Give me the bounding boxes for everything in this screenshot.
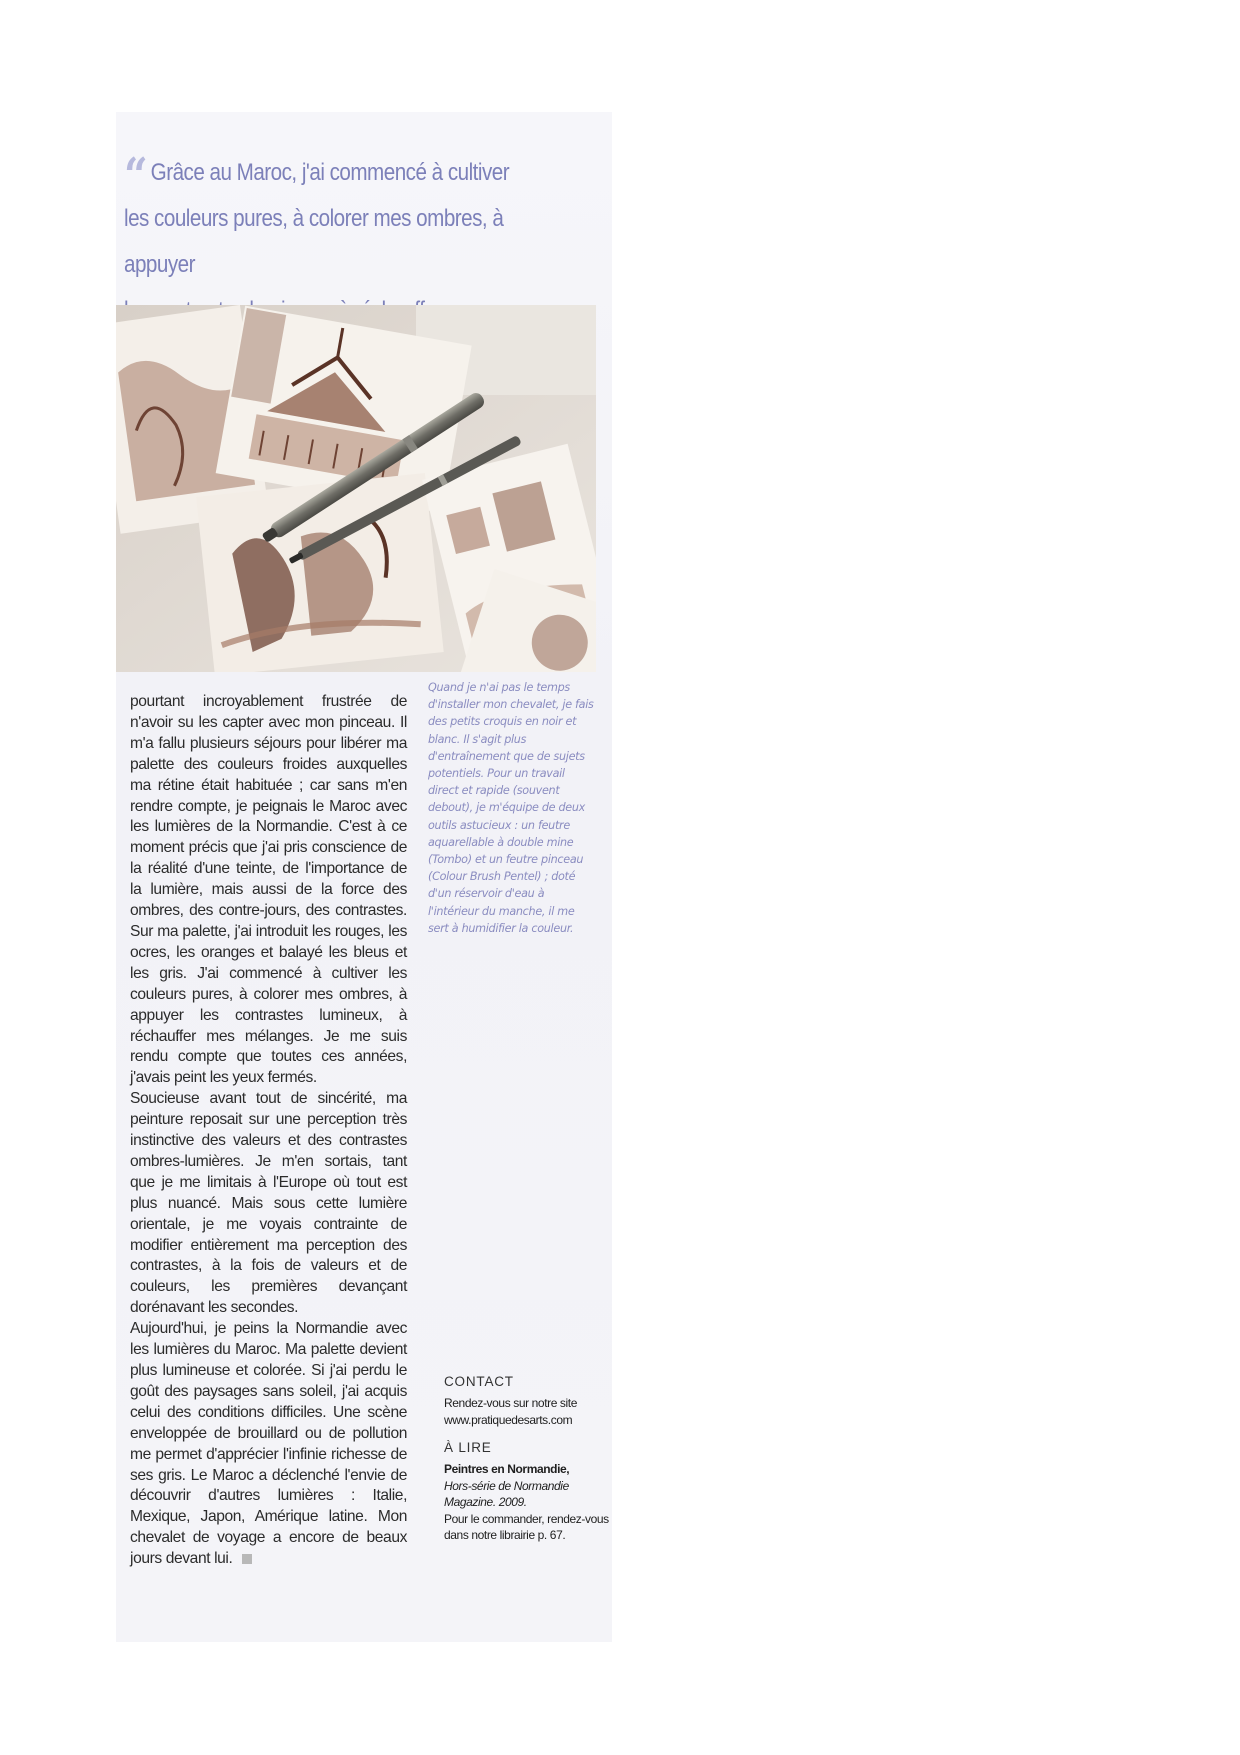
body-paragraph-2: Soucieuse avant tout de sincérité, ma peinture reposait sur une perception très instinctive des valeurs et des contrastes ombres-lumières. Je m'en sortais, tant que je me limitais à l'Europe où tout est plus nuancé. Mais sous cette lumière orientale, je me voyais contrainte de modifier entièrement ma perception des contrastes, à la fois de valeurs et de couleurs, les premières devançant dorénavant les secondes. <box>130 1090 407 1317</box>
order-text: Pour le commander, rendez-vous dans notre librairie p. 67. <box>444 1511 609 1542</box>
article-body <box>130 692 407 1570</box>
pull-quote-line-2: les couleurs pures, à colorer mes ombres, à appuyer <box>124 205 504 278</box>
book-title: Peintres en Normandie, <box>444 1462 570 1476</box>
contact-heading: CONTACT <box>444 1374 514 1389</box>
body-paragraph-1: pourtant incroyablement frustrée de n'avoir su les capter avec mon pinceau. Il m'a fallu plusieurs séjours pour libérer ma palette des couleurs froides auxquelles ma rétine était habituée ; car sans m'en rendre compte, je peignais le Maroc avec les lumières de la Normandie. C'est à ce moment précis que j'ai pris conscience de la réalité d'une teinte, de l'importance de la lumière, mais aussi de la force des ombres, des contre-jours, des contrastes. Sur ma palette, j'ai introduit les rouges, les ocres, les oranges et balayé les bleus et les gris. J'ai commencé à cultiver les couleurs pures, à colorer mes ombres, à appuyer les contrastes lumineux, à réchauffer mes mélanges. Je me suis rendu compte que toutes ces années, j'avais peint les yeux fermés. <box>130 693 407 1087</box>
read-heading: À LIRE <box>444 1440 492 1455</box>
quote-open-mark: “ <box>124 148 148 204</box>
contact-url-link[interactable]: www.pratiquedesarts.com <box>444 1412 573 1427</box>
sketches-photo <box>116 305 596 672</box>
pull-quote-line-1: Grâce au Maroc, j'ai commencé à cultiver <box>150 159 510 186</box>
body-paragraph-3 <box>130 1319 407 1570</box>
book-source: Hors-série de Normandie Magazine. 2009. <box>444 1478 569 1509</box>
contact-text: Rendez-vous sur notre site <box>444 1396 578 1410</box>
end-of-article-mark <box>242 1554 252 1564</box>
body-paragraph-3-text: Aujourd'hui, je peins la Normandie avec les lumières du Maroc. Ma palette devient plus lumineuse et colorée. Si j'ai perdu le goût des paysages sans soleil, j'ai acquis celui des conditions difficiles. Une scène enveloppée de brouillard ou de pollution me permet d'apprécier l'infinie richesse de ses gris. Le Maroc a déclenché l'envie de découvrir d'autres lumières : Italie, Mexique, Japon, Amérique latine. Mon chevalet de voyage a encore de beaux jours devant lui. <box>130 1320 407 1568</box>
photo-caption: Quand je n'ai pas le temps d'installer mon chevalet, je fais des petits croquis en noir et blanc. Il s'agit plus d'entraînement que de sujets potentiels. Pour un travail direct et rapide (souvent debout), je m'équipe de deux outils astucieux : un feutre aquarellable à double mine (Tombo) et un feutre pinceau (Colour Brush Pentel) ; doté d'un réservoir d'eau à l'intérieur du manche, il me sert à humidifier la couleur. <box>428 681 594 935</box>
info-sidebar <box>444 1374 612 1544</box>
